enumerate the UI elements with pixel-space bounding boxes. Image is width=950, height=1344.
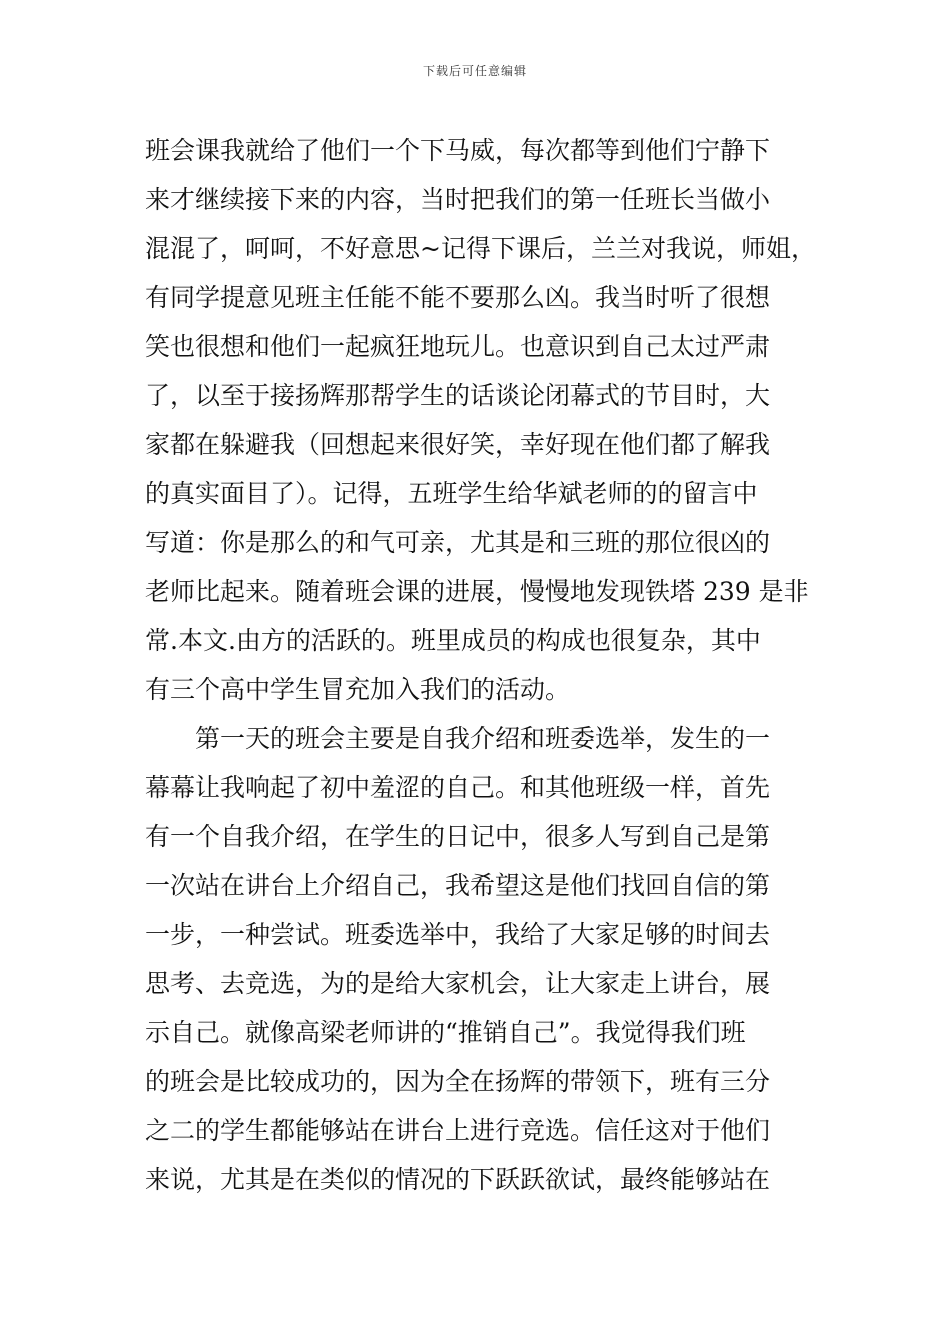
text-line: 了，以至于接扬辉那帮学生的话谈论闭幕式的节目时，大 bbox=[145, 381, 771, 410]
text-line: 混混了，呵呵，不好意思~记得下课后，兰兰对我说，师姐， bbox=[145, 234, 816, 263]
text-line: 有一个自我介绍，在学生的日记中，很多人写到自己是第 bbox=[145, 822, 771, 851]
text-line: 写道：你是那么的和气可亲，尤其是和三班的那位很凶的 bbox=[145, 528, 771, 557]
text-line: 家都在躲避我（回想起来很好笑，幸好现在他们都了解我 bbox=[145, 430, 771, 459]
text-line: 笑也很想和他们一起疯狂地玩儿。也意识到自己太过严肃 bbox=[145, 332, 771, 361]
text-line: 有同学提意见班主任能不能不要那么凶。我当时听了很想 bbox=[145, 283, 771, 312]
text-line: 之二的学生都能够站在讲台上进行竞选。信任这对于他们 bbox=[145, 1116, 771, 1145]
text-line: 第一天的班会主要是自我介绍和班委选举，发生的一 bbox=[145, 724, 771, 753]
text-line: 一步，一种尝试。班委选举中，我给了大家足够的时间去 bbox=[145, 920, 771, 949]
text-line: 的班会是比较成功的，因为全在扬辉的带领下，班有三分 bbox=[145, 1067, 771, 1096]
text-line: 幕幕让我响起了初中羞涩的自己。和其他班级一样，首先 bbox=[145, 773, 771, 802]
text-line: 班会课我就给了他们一个下马威，每次都等到他们宁静下 bbox=[145, 136, 771, 165]
text-line: 有三个高中学生冒充加入我们的活动。 bbox=[145, 675, 571, 704]
text-line: 来说，尤其是在类似的情况的下跃跃欲试，最终能够站在 bbox=[145, 1165, 771, 1194]
text-line: 来才继续接下来的内容，当时把我们的第一任班长当做小 bbox=[145, 185, 771, 214]
text-line: 老师比起来。随着班会课的进展，慢慢地发现铁塔 239 是非 bbox=[145, 577, 809, 606]
page-header: 下载后可任意编辑 bbox=[422, 64, 527, 78]
text-line: 一次站在讲台上介绍自己，我希望这是他们找回自信的第 bbox=[145, 871, 771, 900]
text-line: 思考、去竞选，为的是给大家机会，让大家走上讲台，展 bbox=[145, 969, 771, 998]
text-line: 的真实面目了）。记得，五班学生给华斌老师的的留言中 bbox=[145, 479, 758, 508]
text-line: 常.本文.由方的活跃的。班里成员的构成也很复杂，其中 bbox=[145, 626, 761, 655]
body-text bbox=[145, 126, 825, 1204]
text-line: 示自己。就像高梁老师讲的“推销自己”。我觉得我们班 bbox=[145, 1018, 746, 1047]
